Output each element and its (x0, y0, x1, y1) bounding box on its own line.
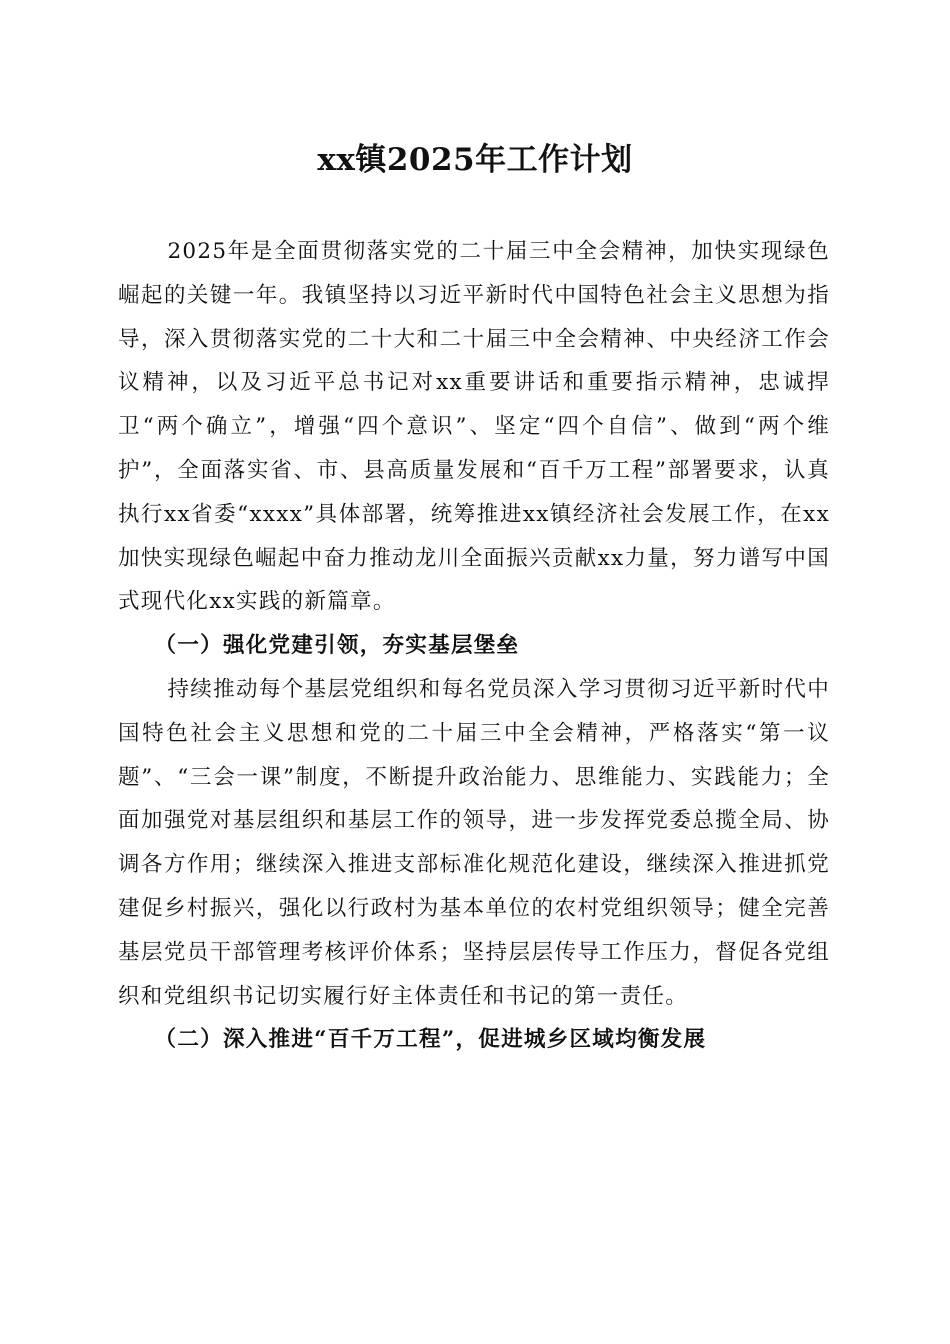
intro-paragraph: 2025年是全面贯彻落实党的二十届三中全会精神，加快实现绿色崛起的关键一年。我镇坚持以习近平新时代中国特色社会主义思想为指导，深入贯彻落实党的二十大和二十届三中全会精神、中央经济工作会议精神，以及习近平总书记对xx重要讲话和重要指示精神，忠诚捍卫“两个确立”，增强“四个意识”、坚定“四个自信”、做到“两个维护”，全面落实省、市、县高质量发展和“百千万工程”部署要求，认真执行xx省委“xxxx”具体部署，统筹推进xx镇经济社会发展工作，在xx加快实现绿色崛起中奋力推动龙川全面振兴贡献xx力量，努力谱写中国式现代化xx实践的新篇章。 (118, 239, 830, 615)
document-body (118, 230, 830, 1062)
section-1-paragraph: 持续推动每个基层党组织和每名党员深入学习贯彻习近平新时代中国特色社会主义思想和党的二十届三中全会精神，严格落实“第一议题”、“三会一课”制度，不断提升政治能力、思维能力、实践能力；全面加强党对基层组织和基层工作的领导，进一步发挥党委总揽全局、协调各方作用；继续深入推进支部标准化规范化建设，继续深入推进抓党建促乡村振兴，强化以行政村为基本单位的农村党组织领导；健全完善基层党员干部管理考核评价体系；坚持层层传导工作压力，督促各党组织和党组织书记切实履行好主体责任和书记的第一责任。 (118, 676, 830, 1009)
document-title: xx镇2025年工作计划 (317, 142, 633, 178)
section-1-heading: （一）强化党建引领，夯实基层堡垒 (154, 633, 520, 659)
section-2-heading: （二）深入推进“百千万工程”，促进城乡区域均衡发展 (154, 1027, 707, 1053)
